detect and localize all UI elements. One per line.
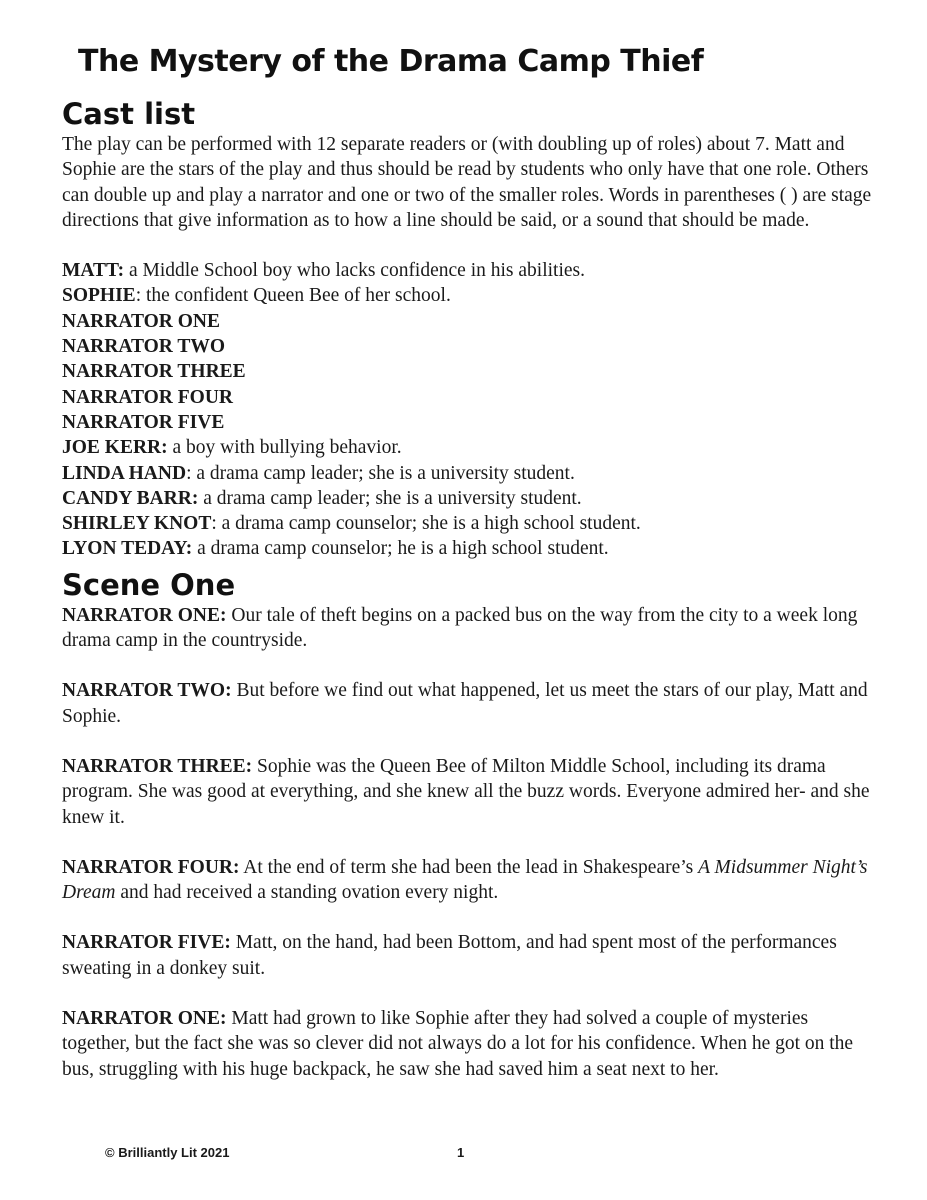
- speaker-name: NARRATOR TWO:: [62, 680, 232, 702]
- script-line: [62, 855, 877, 906]
- cast-role: [62, 309, 877, 334]
- speaker-name: NARRATOR FIVE:: [62, 932, 231, 954]
- speaker-name: NARRATOR ONE:: [62, 604, 227, 626]
- line-text: But before we find out what happened, let us meet the stars of our play, Matt and Sophie.: [62, 680, 868, 727]
- script-line: [62, 754, 877, 830]
- role-name: NARRATOR ONE: [62, 310, 220, 332]
- cast-role: [62, 461, 877, 486]
- cast-role: [62, 385, 877, 410]
- role-name: NARRATOR THREE: [62, 361, 246, 383]
- cast-list-heading: Cast list: [62, 97, 196, 131]
- line-text: Matt, on the hand, had been Bottom, and had spent most of the performances sweating in a donkey suit.: [62, 932, 837, 979]
- line-text: Matt had grown to like Sophie after they had solved a couple of mysteries together, but the fact she was so clever did not always do a lot for his confidence. When he got on the bus, struggling with his huge backpack, he saw she had saved him a seat next to her.: [62, 1008, 854, 1080]
- role-description: : the confident Queen Bee of her school.: [135, 285, 451, 307]
- role-name: SOPHIE: [62, 285, 136, 307]
- cast-intro-paragraph: The play can be performed with 12 separate readers or (with doubling up of roles) about 7. Matt and Sophie are the stars of the play and thus should be read by students who only have that one role. Others can double up and play a narrator and one or two of the smaller roles. Words in parentheses ( ) are stage directions that give information as to how a line should be said, or a sound that should be made.: [62, 134, 872, 231]
- role-description: a drama camp leader; she is a university student.: [198, 487, 582, 509]
- cast-role: [62, 435, 877, 460]
- role-name: NARRATOR FOUR: [62, 386, 233, 408]
- scene-one-heading: Scene One: [62, 567, 236, 602]
- cast-role: [62, 536, 877, 561]
- role-name: LYON TEDAY:: [62, 538, 193, 560]
- script-line: [62, 930, 877, 981]
- cast-role: [62, 334, 877, 359]
- speaker-name: NARRATOR FOUR:: [62, 856, 240, 878]
- speaker-name: NARRATOR ONE:: [62, 1008, 227, 1030]
- page-content: [62, 96, 877, 1082]
- role-description: a boy with bullying behavior.: [167, 437, 402, 459]
- line-text: and had received a standing ovation every night.: [115, 882, 499, 904]
- line-text: Sophie was the Queen Bee of Milton Middle School, including its drama program. She was good at everything, and she knew all the buzz words. Everyone admired her- and she knew it.: [62, 755, 870, 828]
- script-line: [62, 678, 877, 729]
- role-name: NARRATOR TWO: [62, 336, 226, 358]
- role-description: a drama camp counselor; he is a high school student.: [192, 538, 609, 560]
- role-name: MATT:: [62, 260, 125, 282]
- role-name: CANDY BARR:: [62, 487, 199, 509]
- speaker-name: NARRATOR THREE:: [62, 755, 253, 777]
- cast-roles-list: [62, 258, 877, 562]
- line-text: Our tale of theft begins on a packed bus on the way from the city to a week long drama camp in the countryside.: [62, 604, 858, 652]
- role-description: a Middle School boy who lacks confidence in his abilities.: [124, 260, 585, 282]
- role-description: : a drama camp leader; she is a university student.: [186, 462, 575, 484]
- page-number: 1: [457, 1145, 465, 1160]
- play-title-italic: A Midsummer Night’s Dream: [62, 856, 868, 904]
- line-text: At the end of term she had been the lead in Shakespeare’s: [239, 856, 699, 878]
- cast-role: [62, 283, 877, 308]
- cast-role: [62, 359, 877, 384]
- cast-role: [62, 511, 877, 536]
- script-line: [62, 1006, 877, 1082]
- role-name: NARRATOR FIVE: [62, 411, 225, 433]
- play-title: The Mystery of the Drama Camp Thief: [78, 44, 704, 79]
- cast-role: [62, 486, 877, 511]
- copyright-notice: © Brilliantly Lit 2021: [105, 1145, 230, 1160]
- role-name: LINDA HAND: [62, 462, 187, 484]
- role-name: SHIRLEY KNOT: [62, 513, 212, 535]
- role-description: : a drama camp counselor; she is a high school student.: [211, 513, 641, 535]
- cast-role: [62, 258, 877, 283]
- cast-role: [62, 410, 877, 435]
- role-name: JOE KERR:: [62, 437, 168, 459]
- script-line: [62, 603, 877, 654]
